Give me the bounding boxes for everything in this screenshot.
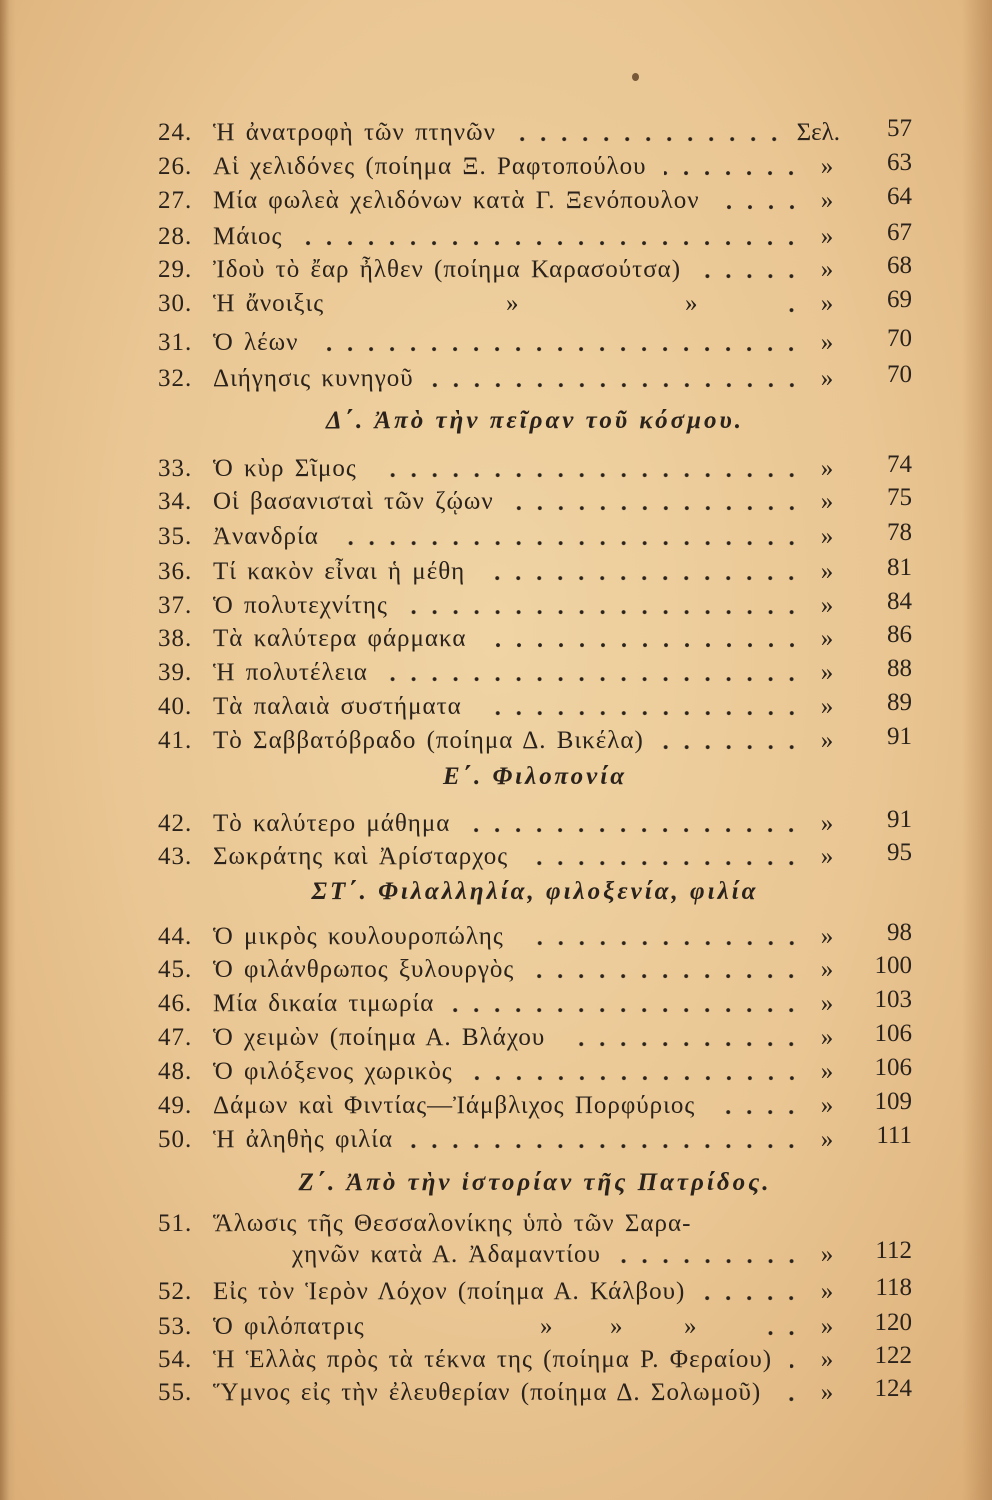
entry-title: Εἰς τὸν Ἱερὸν Λόχον (ποίημα Α. Κάλβου) bbox=[213, 1278, 686, 1305]
entry-number: 39. bbox=[158, 659, 193, 686]
entry-title: Σωκράτης καὶ Ἀρίσταρχος bbox=[213, 843, 509, 870]
entry-number: 36. bbox=[158, 558, 193, 585]
ditto-mark: » bbox=[820, 1313, 834, 1340]
page-number: 64 bbox=[887, 183, 912, 210]
page-number: 75 bbox=[887, 484, 912, 511]
entry-number: 34. bbox=[158, 488, 193, 515]
dot-leader bbox=[514, 116, 785, 150]
dot-leader bbox=[406, 589, 802, 623]
toc-entry-49 bbox=[158, 1089, 912, 1123]
ditto-mark: » bbox=[540, 1313, 553, 1340]
entry-title: Ἅλωσις τῆς Θεσσαλονίκης ὑπὸ τῶν Σαρα- bbox=[213, 1210, 692, 1237]
entry-title: Ἡ Ἑλλὰς πρὸς τὰ τέκνα της (ποίημα Ρ. Φεραίου) bbox=[213, 1346, 773, 1373]
dot-leader bbox=[781, 287, 802, 321]
toc-entry-31 bbox=[158, 326, 912, 360]
toc-entry-47 bbox=[158, 1021, 912, 1055]
ditto-mark: » bbox=[820, 693, 834, 720]
entry-number: 38. bbox=[158, 625, 193, 652]
toc-entry-34 bbox=[158, 485, 912, 519]
page-number: 120 bbox=[874, 1309, 912, 1336]
dot-leader bbox=[790, 1343, 802, 1377]
ditto-mark: » bbox=[820, 187, 834, 214]
page-number: 103 bbox=[874, 986, 912, 1013]
entry-title: Ἡ πολυτέλεια bbox=[213, 659, 368, 686]
entry-title: Τὰ παλαιὰ συστήματα bbox=[213, 693, 462, 720]
page-number: 78 bbox=[887, 519, 912, 546]
page-edge-right bbox=[962, 0, 992, 1500]
dot-leader bbox=[718, 184, 802, 218]
dot-leader bbox=[375, 452, 802, 486]
entry-title: Ἀνανδρία bbox=[213, 523, 319, 550]
page-number: 69 bbox=[887, 286, 912, 313]
ditto-mark: » bbox=[820, 956, 834, 983]
ditto-mark: » bbox=[820, 455, 834, 482]
entry-number: 52. bbox=[158, 1278, 193, 1305]
page-number: 68 bbox=[887, 252, 912, 279]
dot-leader bbox=[411, 1123, 802, 1157]
ditto-mark: » bbox=[820, 1024, 834, 1051]
entry-number: 42. bbox=[158, 810, 193, 837]
ditto-mark: » bbox=[820, 365, 834, 392]
toc-entry-48 bbox=[158, 1055, 912, 1089]
entry-title: Δάμων καὶ Φιντίας—Ἰάμβλιχος Πορφύριος bbox=[213, 1092, 696, 1119]
entry-number: 40. bbox=[158, 693, 193, 720]
entry-number: 53. bbox=[158, 1313, 193, 1340]
dot-leader bbox=[526, 840, 802, 874]
entry-title: Ὁ πολυτεχνίτης bbox=[213, 592, 388, 619]
entry-number: 26. bbox=[158, 153, 193, 180]
toc-entry-43 bbox=[158, 840, 912, 874]
entry-number: 37. bbox=[158, 592, 193, 619]
page-number: 98 bbox=[887, 919, 912, 946]
ditto-mark: » bbox=[820, 488, 834, 515]
ditto-mark: » bbox=[610, 1313, 623, 1340]
entry-number: 45. bbox=[158, 956, 193, 983]
entry-title: Ὁ φιλάνθρωπος ξυλουργὸς bbox=[213, 956, 515, 983]
toc-entry-55 bbox=[158, 1376, 912, 1410]
entry-title: Διήγησις κυνηγοῦ bbox=[213, 365, 414, 392]
toc-entry-26 bbox=[158, 150, 912, 184]
entry-number: 24. bbox=[158, 119, 193, 146]
section-heading-e: Ε΄. Φιλοπονία bbox=[442, 763, 628, 790]
entry-title: Μάιος bbox=[213, 223, 283, 250]
page-label: Σελ. bbox=[796, 119, 840, 146]
entry-title: Ὁ λέων bbox=[213, 329, 299, 356]
entry-title: Μία δικαία τιμωρία bbox=[213, 990, 435, 1017]
page-number: 88 bbox=[887, 655, 912, 682]
ditto-mark: » bbox=[685, 290, 698, 317]
dot-leader bbox=[779, 1376, 802, 1410]
toc-entry-52 bbox=[158, 1275, 912, 1309]
dot-leader bbox=[760, 1310, 802, 1344]
section-heading-st: ΣΤ΄. Φιλαλληλία, φιλοξενία, φιλία bbox=[311, 878, 759, 905]
page-number: 57 bbox=[887, 115, 912, 142]
toc-entry-45 bbox=[158, 953, 912, 987]
toc-entry-41 bbox=[158, 724, 912, 758]
dot-leader bbox=[662, 724, 802, 758]
entry-title: Ὁ χειμὼν (ποίημα Α. Βλάχου bbox=[213, 1024, 546, 1051]
dot-leader bbox=[512, 485, 802, 519]
entry-number: 55. bbox=[158, 1379, 193, 1406]
entry-number: 31. bbox=[158, 329, 193, 356]
dot-leader bbox=[713, 1089, 802, 1123]
entry-title: Τὰ καλύτερα φάρμακα bbox=[213, 625, 467, 652]
entry-number: 33. bbox=[158, 455, 193, 482]
ditto-mark: » bbox=[820, 1092, 834, 1119]
entry-title: Μία φωλεὰ χελιδόνων κατὰ Γ. Ξενόπουλον bbox=[213, 187, 700, 214]
dot-leader bbox=[480, 690, 802, 724]
ditto-mark: » bbox=[820, 810, 834, 837]
entry-number: 28. bbox=[158, 223, 193, 250]
dot-leader bbox=[452, 987, 802, 1021]
entry-number: 48. bbox=[158, 1058, 193, 1085]
toc-entry-50 bbox=[158, 1123, 912, 1157]
toc-entry-28 bbox=[158, 220, 912, 254]
entry-title: Ἡ ἀνατροφὴ τῶν πτηνῶν bbox=[213, 119, 496, 146]
toc-entry-35 bbox=[158, 520, 912, 554]
dot-leader bbox=[485, 622, 803, 656]
entry-number: 49. bbox=[158, 1092, 193, 1119]
ditto-mark: » bbox=[820, 843, 834, 870]
dot-leader bbox=[483, 555, 802, 589]
entry-title-continued: χηνῶν κατὰ Α. Ἀδαμαντίου bbox=[292, 1241, 601, 1268]
entry-number: 50. bbox=[158, 1126, 193, 1153]
ditto-mark: » bbox=[820, 290, 834, 317]
dot-leader bbox=[468, 807, 802, 841]
toc-entry-40 bbox=[158, 690, 912, 724]
toc-entry-27 bbox=[158, 184, 912, 218]
entry-number: 51. bbox=[158, 1210, 193, 1237]
page-number: 63 bbox=[887, 149, 912, 176]
ditto-mark: » bbox=[820, 1346, 834, 1373]
dot-leader bbox=[337, 520, 802, 554]
dot-leader bbox=[316, 326, 802, 360]
toc-entry-44 bbox=[158, 920, 912, 954]
page-number: 109 bbox=[874, 1088, 912, 1115]
entry-number: 35. bbox=[158, 523, 193, 550]
ditto-mark: » bbox=[820, 1058, 834, 1085]
page-number: 95 bbox=[887, 839, 912, 866]
page-number: 67 bbox=[887, 219, 912, 246]
dot-leader bbox=[664, 150, 802, 184]
entry-number: 46. bbox=[158, 990, 193, 1017]
dot-leader bbox=[300, 220, 802, 254]
entry-number: 47. bbox=[158, 1024, 193, 1051]
entry-number: 54. bbox=[158, 1346, 193, 1373]
entry-title: Ἡ ἀληθὴς φιλία bbox=[213, 1126, 394, 1153]
page-number: 124 bbox=[874, 1375, 912, 1402]
entry-title: Ὁ κὺρ Σῖμος bbox=[213, 455, 357, 482]
ditto-mark: » bbox=[820, 558, 834, 585]
toc-entry-37 bbox=[158, 589, 912, 623]
page-number: 84 bbox=[887, 588, 912, 615]
dot-leader bbox=[386, 656, 802, 690]
entry-title: Ἡ ἄνοιξις bbox=[213, 290, 325, 317]
ditto-mark: » bbox=[820, 625, 834, 652]
toc-entry-42 bbox=[158, 807, 912, 841]
toc-entry-46 bbox=[158, 987, 912, 1021]
page-number: 111 bbox=[876, 1122, 912, 1149]
toc-entry-32 bbox=[158, 362, 912, 396]
ditto-mark: » bbox=[820, 1379, 834, 1406]
page-number: 70 bbox=[887, 361, 912, 388]
ditto-mark: » bbox=[820, 1126, 834, 1153]
entry-number: 32. bbox=[158, 365, 193, 392]
page-number: 91 bbox=[887, 806, 912, 833]
toc-entry-36 bbox=[158, 555, 912, 589]
ditto-mark: » bbox=[506, 290, 519, 317]
page-number: 74 bbox=[887, 451, 912, 478]
page-number: 106 bbox=[874, 1054, 912, 1081]
page-number: 91 bbox=[887, 723, 912, 750]
toc-entry-54 bbox=[158, 1343, 912, 1377]
ditto-mark: » bbox=[820, 659, 834, 686]
entry-title: Τὸ καλύτερο μάθημα bbox=[213, 810, 451, 837]
dot-leader bbox=[699, 253, 802, 287]
ink-spot bbox=[632, 73, 639, 81]
toc-entry-39 bbox=[158, 656, 912, 690]
ditto-mark: » bbox=[820, 329, 834, 356]
entry-number: 43. bbox=[158, 843, 193, 870]
toc-entry-38 bbox=[158, 622, 912, 656]
section-heading-d: Δ΄. Ἀπὸ τὴν πεῖραν τοῦ κόσμου. bbox=[325, 407, 744, 434]
entry-title: Ὁ φιλόξενος χωρικὸς bbox=[213, 1058, 453, 1085]
toc-entry-51-continued bbox=[158, 1238, 912, 1272]
page-number: 122 bbox=[874, 1342, 912, 1369]
dot-leader bbox=[619, 1238, 802, 1272]
page-number: 89 bbox=[887, 689, 912, 716]
dot-leader bbox=[471, 1055, 802, 1089]
section-heading-z: Ζ΄. Ἀπὸ τὴν ἱστορίαν τῆς Πατρίδος. bbox=[298, 1169, 772, 1196]
page-number: 106 bbox=[874, 1020, 912, 1047]
ditto-mark: » bbox=[820, 1278, 834, 1305]
dot-leader bbox=[432, 362, 802, 396]
entry-title: Ὕμνος εἰς τὴν ἐλευθερίαν (ποίημα Δ. Σολωμοῦ) bbox=[213, 1379, 762, 1406]
entry-title: Ὁ μικρὸς κουλουροπώλης bbox=[213, 923, 504, 950]
page-edge-left bbox=[0, 0, 16, 1500]
entry-number: 27. bbox=[158, 187, 193, 214]
page-number: 81 bbox=[887, 554, 912, 581]
entry-title: Ὁ φιλόπατρις bbox=[213, 1313, 365, 1340]
ditto-mark: » bbox=[820, 1241, 834, 1268]
dot-leader bbox=[563, 1021, 802, 1055]
dot-leader bbox=[522, 920, 802, 954]
toc-entry-51 bbox=[158, 1207, 912, 1241]
ditto-mark: » bbox=[820, 223, 834, 250]
page-number: 118 bbox=[875, 1274, 912, 1301]
entry-title: Τί κακὸν εἶναι ἡ μέθη bbox=[213, 558, 466, 585]
entry-number: 44. bbox=[158, 923, 193, 950]
entry-title: Ἰδοὺ τὸ ἔαρ ἦλθεν (ποίημα Καρασούτσα) bbox=[213, 256, 682, 283]
page-number: 86 bbox=[887, 621, 912, 648]
dot-leader bbox=[532, 953, 802, 987]
entry-number: 30. bbox=[158, 290, 193, 317]
ditto-mark: » bbox=[820, 727, 834, 754]
entry-title: Οἱ βασανισταὶ τῶν ζῴων bbox=[213, 488, 494, 515]
entry-number: 41. bbox=[158, 727, 193, 754]
toc-entry-24 bbox=[158, 116, 912, 150]
entry-title: Τὸ Σαββατόβραδο (ποίημα Δ. Βικέλα) bbox=[213, 727, 644, 754]
ditto-mark: » bbox=[820, 592, 834, 619]
toc-entry-53 bbox=[158, 1310, 912, 1344]
page-number: 100 bbox=[874, 952, 912, 979]
page-number: 70 bbox=[887, 325, 912, 352]
ditto-mark: » bbox=[820, 990, 834, 1017]
entry-number: 29. bbox=[158, 256, 193, 283]
ditto-mark: » bbox=[820, 256, 834, 283]
dot-leader bbox=[703, 1275, 802, 1309]
entry-title: Αἱ χελιδόνες (ποίημα Ξ. Ραφτοπούλου bbox=[213, 153, 647, 180]
page-number: 112 bbox=[875, 1237, 912, 1264]
ditto-mark: » bbox=[820, 523, 834, 550]
ditto-mark: » bbox=[684, 1313, 697, 1340]
toc-entry-33 bbox=[158, 452, 912, 486]
toc-entry-29 bbox=[158, 253, 912, 287]
toc-entry-30 bbox=[158, 287, 912, 321]
ditto-mark: » bbox=[820, 153, 834, 180]
ditto-mark: » bbox=[820, 923, 834, 950]
